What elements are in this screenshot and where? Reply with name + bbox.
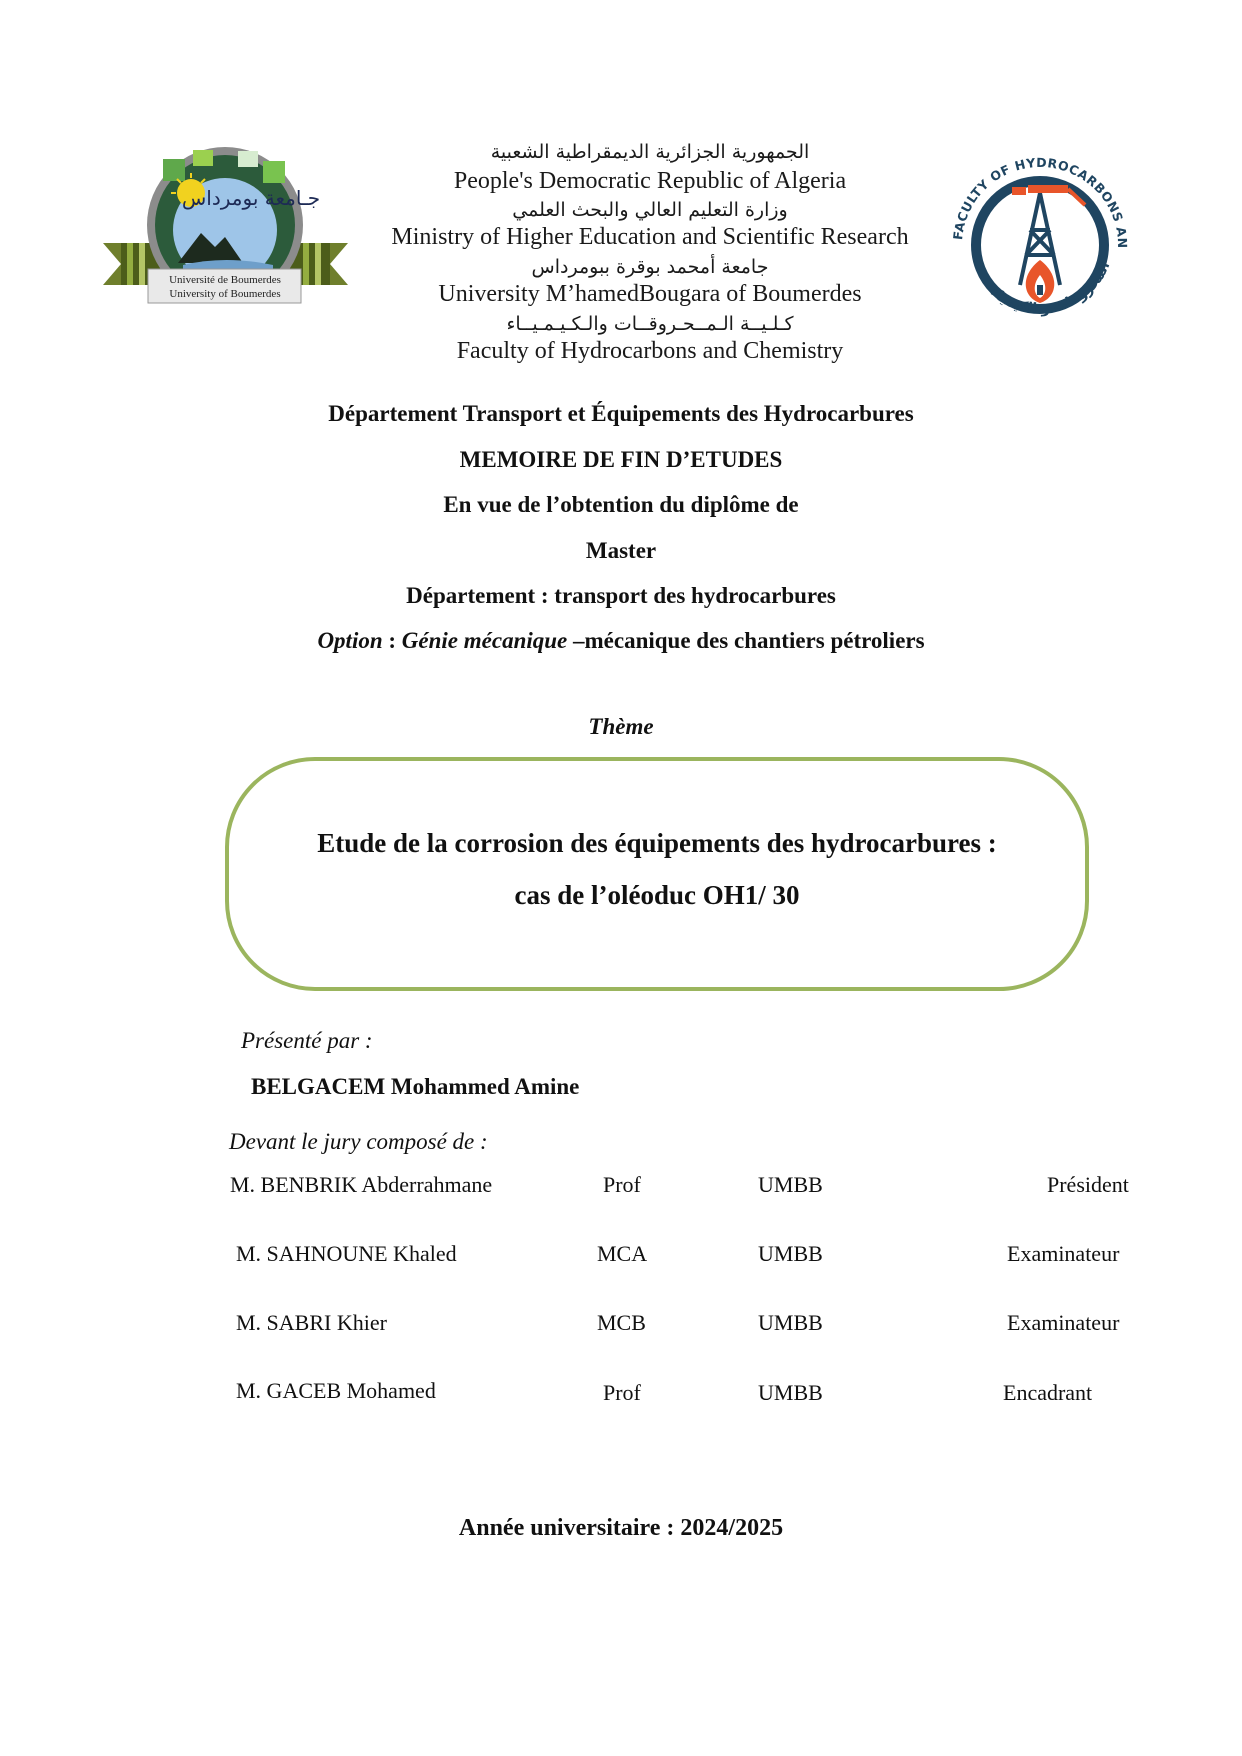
header-university: University M’hamedBougara of Boumerdes <box>438 281 862 307</box>
option-label: Option <box>317 628 383 653</box>
header-faculty: Faculty of Hydrocarbons and Chemistry <box>456 338 844 364</box>
faculty-logo <box>940 145 1140 345</box>
logo-label-en: University of Boumerdes <box>169 288 281 300</box>
logo-arabic-ring: المحروقات و الكيمياء <box>987 259 1114 318</box>
jury-grade: MCA <box>597 1241 648 1266</box>
theme-box <box>225 757 1089 991</box>
jury-intro: Devant le jury composé de : <box>229 1129 488 1154</box>
theme-title-line1: Etude de la corrosion des équipements des hydrocarbures : <box>317 828 997 858</box>
header-republic: People's Democratic Republic of Algeria <box>453 168 847 194</box>
jury-institution: UMBB <box>758 1380 823 1405</box>
option-rest: –mécanique des chantiers pétroliers <box>567 628 925 653</box>
logo-label-fr: Université de Boumerdes <box>169 274 281 286</box>
jury-institution: UMBB <box>758 1241 823 1266</box>
theme-label: Thème <box>588 714 654 739</box>
degree: Master <box>585 538 657 563</box>
header-arabic-faculty: كـلـيــة الـمــحـروقــات والـكـيـمـيــاء <box>506 313 794 335</box>
header-arabic-university: جامعة أمحمد بوقرة ببومرداس <box>531 256 769 278</box>
jury-name: M. SAHNOUNE Khaled <box>236 1241 457 1266</box>
option-speciality: Génie mécanique <box>401 628 568 653</box>
jury-grade: MCB <box>597 1310 646 1335</box>
jury-role: Examinateur <box>1007 1310 1120 1335</box>
jury-role: Encadrant <box>1003 1380 1093 1405</box>
jury-grade: Prof <box>603 1172 641 1197</box>
logo-ring-text: FACULTY OF HYDROCARBONS AN <box>950 154 1131 249</box>
jury-role: Président <box>1047 1172 1129 1197</box>
option-line <box>0 628 1242 654</box>
theme-title-line2: cas de l’oléoduc OH1/ 30 <box>514 880 800 910</box>
jury-name: M. GACEB Mohamed <box>236 1378 436 1403</box>
author-name: BELGACEM Mohammed Amine <box>251 1074 580 1099</box>
header-ministry: Ministry of Higher Education and Scientific Research <box>391 224 909 250</box>
department-title: Département Transport et Équipements des Hydrocarbures <box>328 401 914 426</box>
academic-year: Année universitaire : 2024/2025 <box>458 1515 784 1541</box>
jury-name: M. SABRI Khier <box>236 1310 387 1335</box>
header-arabic-republic: الجمهورية الجزائرية الديمقراطية الشعبية <box>490 141 810 163</box>
jury-institution: UMBB <box>758 1310 823 1335</box>
jury-institution: UMBB <box>758 1172 823 1197</box>
jury-role: Examinateur <box>1007 1241 1120 1266</box>
option-sep: : <box>382 628 402 653</box>
obtention-line: En vue de l’obtention du diplôme de <box>443 492 799 517</box>
header-arabic-ministry: وزارة التعليم العالي والبحث العلمي <box>512 199 788 221</box>
university-logo <box>103 145 348 335</box>
memoire-title: MEMOIRE DE FIN D’ETUDES <box>459 447 783 472</box>
jury-grade: Prof <box>603 1380 641 1405</box>
departement-line: Département : transport des hydrocarbures <box>406 583 836 608</box>
jury-name: M. BENBRIK Abderrahmane <box>230 1172 493 1197</box>
presented-by-label: Présenté par : <box>241 1028 373 1053</box>
logo-arabic-text: جـامعة بومرداس <box>181 186 321 210</box>
